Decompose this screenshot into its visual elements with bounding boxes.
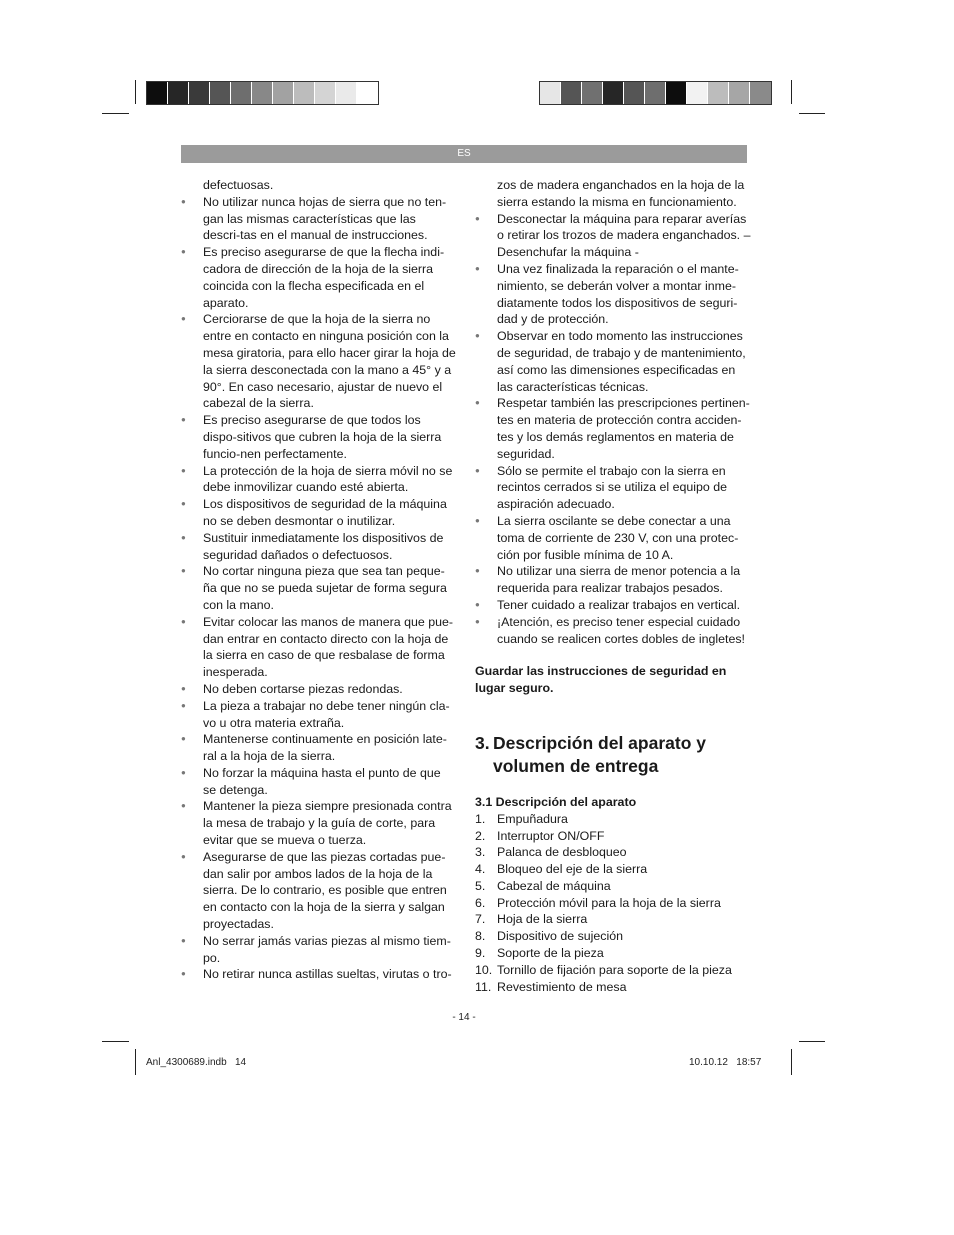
list-item: ● Una vez finalizada la reparación o el mante-nimiento, se deberán volver a montar inme-diatamente todos los dispositivos de seguri-dad y de protección. [475, 261, 751, 328]
part-number: 10. [475, 962, 493, 977]
crop-mark [799, 1041, 825, 1042]
part-number: 6. [475, 895, 486, 910]
list-item: ● Es preciso asegurarse de que todos los dispo-sitivos que cubren la hoja de la sierra funcio-nen perfectamente. [181, 412, 456, 462]
color-swatch [294, 82, 315, 104]
file-name: Anl_4300689.indb 14 [146, 1057, 247, 1068]
part-item [475, 911, 751, 928]
list-item: ● No retirar nunca astillas sueltas, virutas o tro- [181, 966, 456, 983]
color-swatch [231, 82, 252, 104]
color-swatch [357, 82, 378, 104]
part-number: 11. [475, 979, 492, 994]
color-bar-left [146, 81, 379, 105]
crop-mark [791, 80, 792, 104]
part-label: Soporte de la pieza [497, 946, 604, 961]
list-item: ● Asegurarse de que las piezas cortadas pue-dan salir por ambos lados de la hoja de la sierra. De lo contrario, es posible que entren en contacto con la hoja de la sierra y salgan proyectadas. [181, 849, 456, 933]
part-number: 7. [475, 912, 486, 927]
list-item: ● Respetar también las prescripciones pertinen-tes en materia de protección contra acciden-tes y los demás reglamentos en materia de seguridad. [475, 395, 751, 462]
part-label: Revestimiento de mesa [497, 979, 627, 994]
part-number: 8. [475, 929, 486, 944]
list-item: ● La pieza a trabajar no debe tener ningún cla-vo u otra materia extraña. [181, 698, 456, 732]
part-item [475, 878, 751, 895]
section-number: 3. [475, 732, 490, 753]
color-swatch [750, 82, 771, 104]
part-label: Bloqueo del eje de la sierra [497, 862, 648, 877]
list-item: ● No deben cortarse piezas redondas. [181, 681, 456, 698]
color-swatch [582, 82, 603, 104]
color-swatch [645, 82, 666, 104]
list-item: ● Mantener la pieza siempre presionada contra la mesa de trabajo y la guía de corte, para evitar que se mueva o tuerza. [181, 798, 456, 848]
parts-list [475, 811, 751, 996]
list-item: ● No serrar jamás varias piezas al mismo tiem-po. [181, 933, 456, 967]
crop-mark [135, 1049, 136, 1075]
section-title-line2: volumen de entrega [493, 755, 659, 776]
list-item: ● Cerciorarse de que la hoja de la sierra no entre en contacto en ninguna posición con la mesa giratoria, para ello hacer girar la hoja de la sierra desconectada con la mano a 45° y a 90°. En caso necesario, ajustar de nuevo el cabezal de la sierra. [181, 311, 456, 412]
part-item [475, 928, 751, 945]
color-swatch [729, 82, 750, 104]
part-item [475, 811, 751, 828]
color-swatch [687, 82, 708, 104]
color-swatch [273, 82, 294, 104]
list-item: ● No cortar ninguna pieza que sea tan peque-ña que no se pueda sujetar de forma segura con la mano. [181, 563, 456, 613]
part-item [475, 895, 751, 912]
crop-mark [102, 113, 129, 114]
list-item: ● No utilizar una sierra de menor potencia a la requerida para realizar trabajos pesados. [475, 563, 751, 597]
part-number: 3. [475, 845, 486, 860]
part-label: Interruptor ON/OFF [497, 828, 605, 843]
continued-text: zos de madera enganchados en la hoja de la sierra estando la misma en funcionamiento. [497, 178, 745, 209]
color-swatch [168, 82, 189, 104]
part-number: 1. [475, 811, 486, 826]
part-item [475, 979, 751, 996]
color-swatch [189, 82, 210, 104]
right-column [475, 177, 751, 995]
crop-mark [102, 1041, 129, 1042]
part-label: Hoja de la sierra [497, 912, 588, 927]
color-swatch [315, 82, 336, 104]
part-label: Tornillo de fijación para soporte de la pieza [497, 962, 732, 977]
color-swatch [540, 82, 561, 104]
part-label: Palanca de desbloqueo [497, 845, 627, 860]
crop-mark [135, 80, 136, 104]
language-header [181, 145, 747, 163]
color-swatch [561, 82, 582, 104]
list-item: ● Tener cuidado a realizar trabajos en vertical. [475, 597, 751, 614]
list-item: ● Sustituir inmediatamente los dispositivos de seguridad dañados o defectuosos. [181, 530, 456, 564]
part-item [475, 962, 751, 979]
crop-mark [791, 1049, 792, 1075]
part-label: Protección móvil para la hoja de la sierra [497, 895, 721, 910]
left-column [181, 177, 456, 983]
section-title-line1: Descripción del aparato y [493, 732, 706, 753]
safety-list-left [181, 194, 456, 983]
part-label: Dispositivo de sujeción [497, 929, 624, 944]
list-item: ● Es preciso asegurarse de que la flecha indi-cadora de dirección de la hoja de la sierra coincida con la flecha especificada en el aparato. [181, 244, 456, 311]
color-swatch [624, 82, 645, 104]
part-label: Cabezal de máquina [497, 878, 611, 893]
crop-mark [799, 113, 825, 114]
list-item: ● Mantenerse continuamente en posición late-ral a la hoja de la sierra. [181, 731, 456, 765]
part-item [475, 828, 751, 845]
color-swatch [603, 82, 624, 104]
part-item [475, 844, 751, 861]
list-item: ● Observar en todo momento las instrucciones de seguridad, de trabajo y de mantenimiento, así como las dimensiones especificadas en las características técnicas. [475, 328, 751, 395]
language-code: ES [457, 148, 471, 159]
bold-note: Guardar las instrucciones de seguridad en lugar seguro. [475, 664, 727, 696]
continued-text: defectuosas. [203, 178, 274, 192]
list-item: ● La protección de la hoja de sierra móvil no se debe inmovilizar cuando esté abierta. [181, 463, 456, 497]
color-bar-right [539, 81, 772, 105]
color-swatch [336, 82, 357, 104]
date-time: 10.10.12 18:57 [689, 1057, 762, 1068]
color-swatch [210, 82, 231, 104]
list-item: ● La sierra oscilante se debe conectar a una toma de corriente de 230 V, con una protec-ción por fusible mínima de 10 A. [475, 513, 751, 563]
list-item: ● Los dispositivos de seguridad de la máquina no se deben desmontar o inutilizar. [181, 496, 456, 530]
color-swatch [147, 82, 168, 104]
page-number: - 14 - [452, 1012, 476, 1023]
list-item: ● No forzar la máquina hasta el punto de que se detenga. [181, 765, 456, 799]
color-swatch [666, 82, 687, 104]
part-number: 5. [475, 878, 486, 893]
color-swatch [708, 82, 729, 104]
color-swatch [252, 82, 273, 104]
list-item: ● Sólo se permite el trabajo con la sierra en recintos cerrados si se utiliza el equipo de aspiración adecuado. [475, 463, 751, 513]
part-item [475, 861, 751, 878]
section-heading [475, 732, 751, 778]
part-number: 2. [475, 828, 486, 843]
list-item: ● Desconectar la máquina para reparar averías o retirar los trozos de madera enganchados. – Desenchufar la máquina - [475, 211, 751, 261]
list-item: ● Evitar colocar las manos de manera que pue-dan entrar en contacto directo con la hoja de la sierra en caso de que resbalase de forma inesperada. [181, 614, 456, 681]
list-item: ● No utilizar nunca hojas de sierra que no ten-gan las mismas características que las descri-tas en el manual de instrucciones. [181, 194, 456, 244]
part-item [475, 945, 751, 962]
list-item: ● ¡Atención, es preciso tener especial cuidado cuando se realicen cortes dobles de ingletes! [475, 614, 751, 648]
safety-list-right [475, 211, 751, 648]
part-number: 9. [475, 946, 486, 961]
part-label: Empuñadura [497, 811, 568, 826]
subsection-heading: 3.1 Descripción del aparato [475, 794, 637, 809]
part-number: 4. [475, 862, 486, 877]
